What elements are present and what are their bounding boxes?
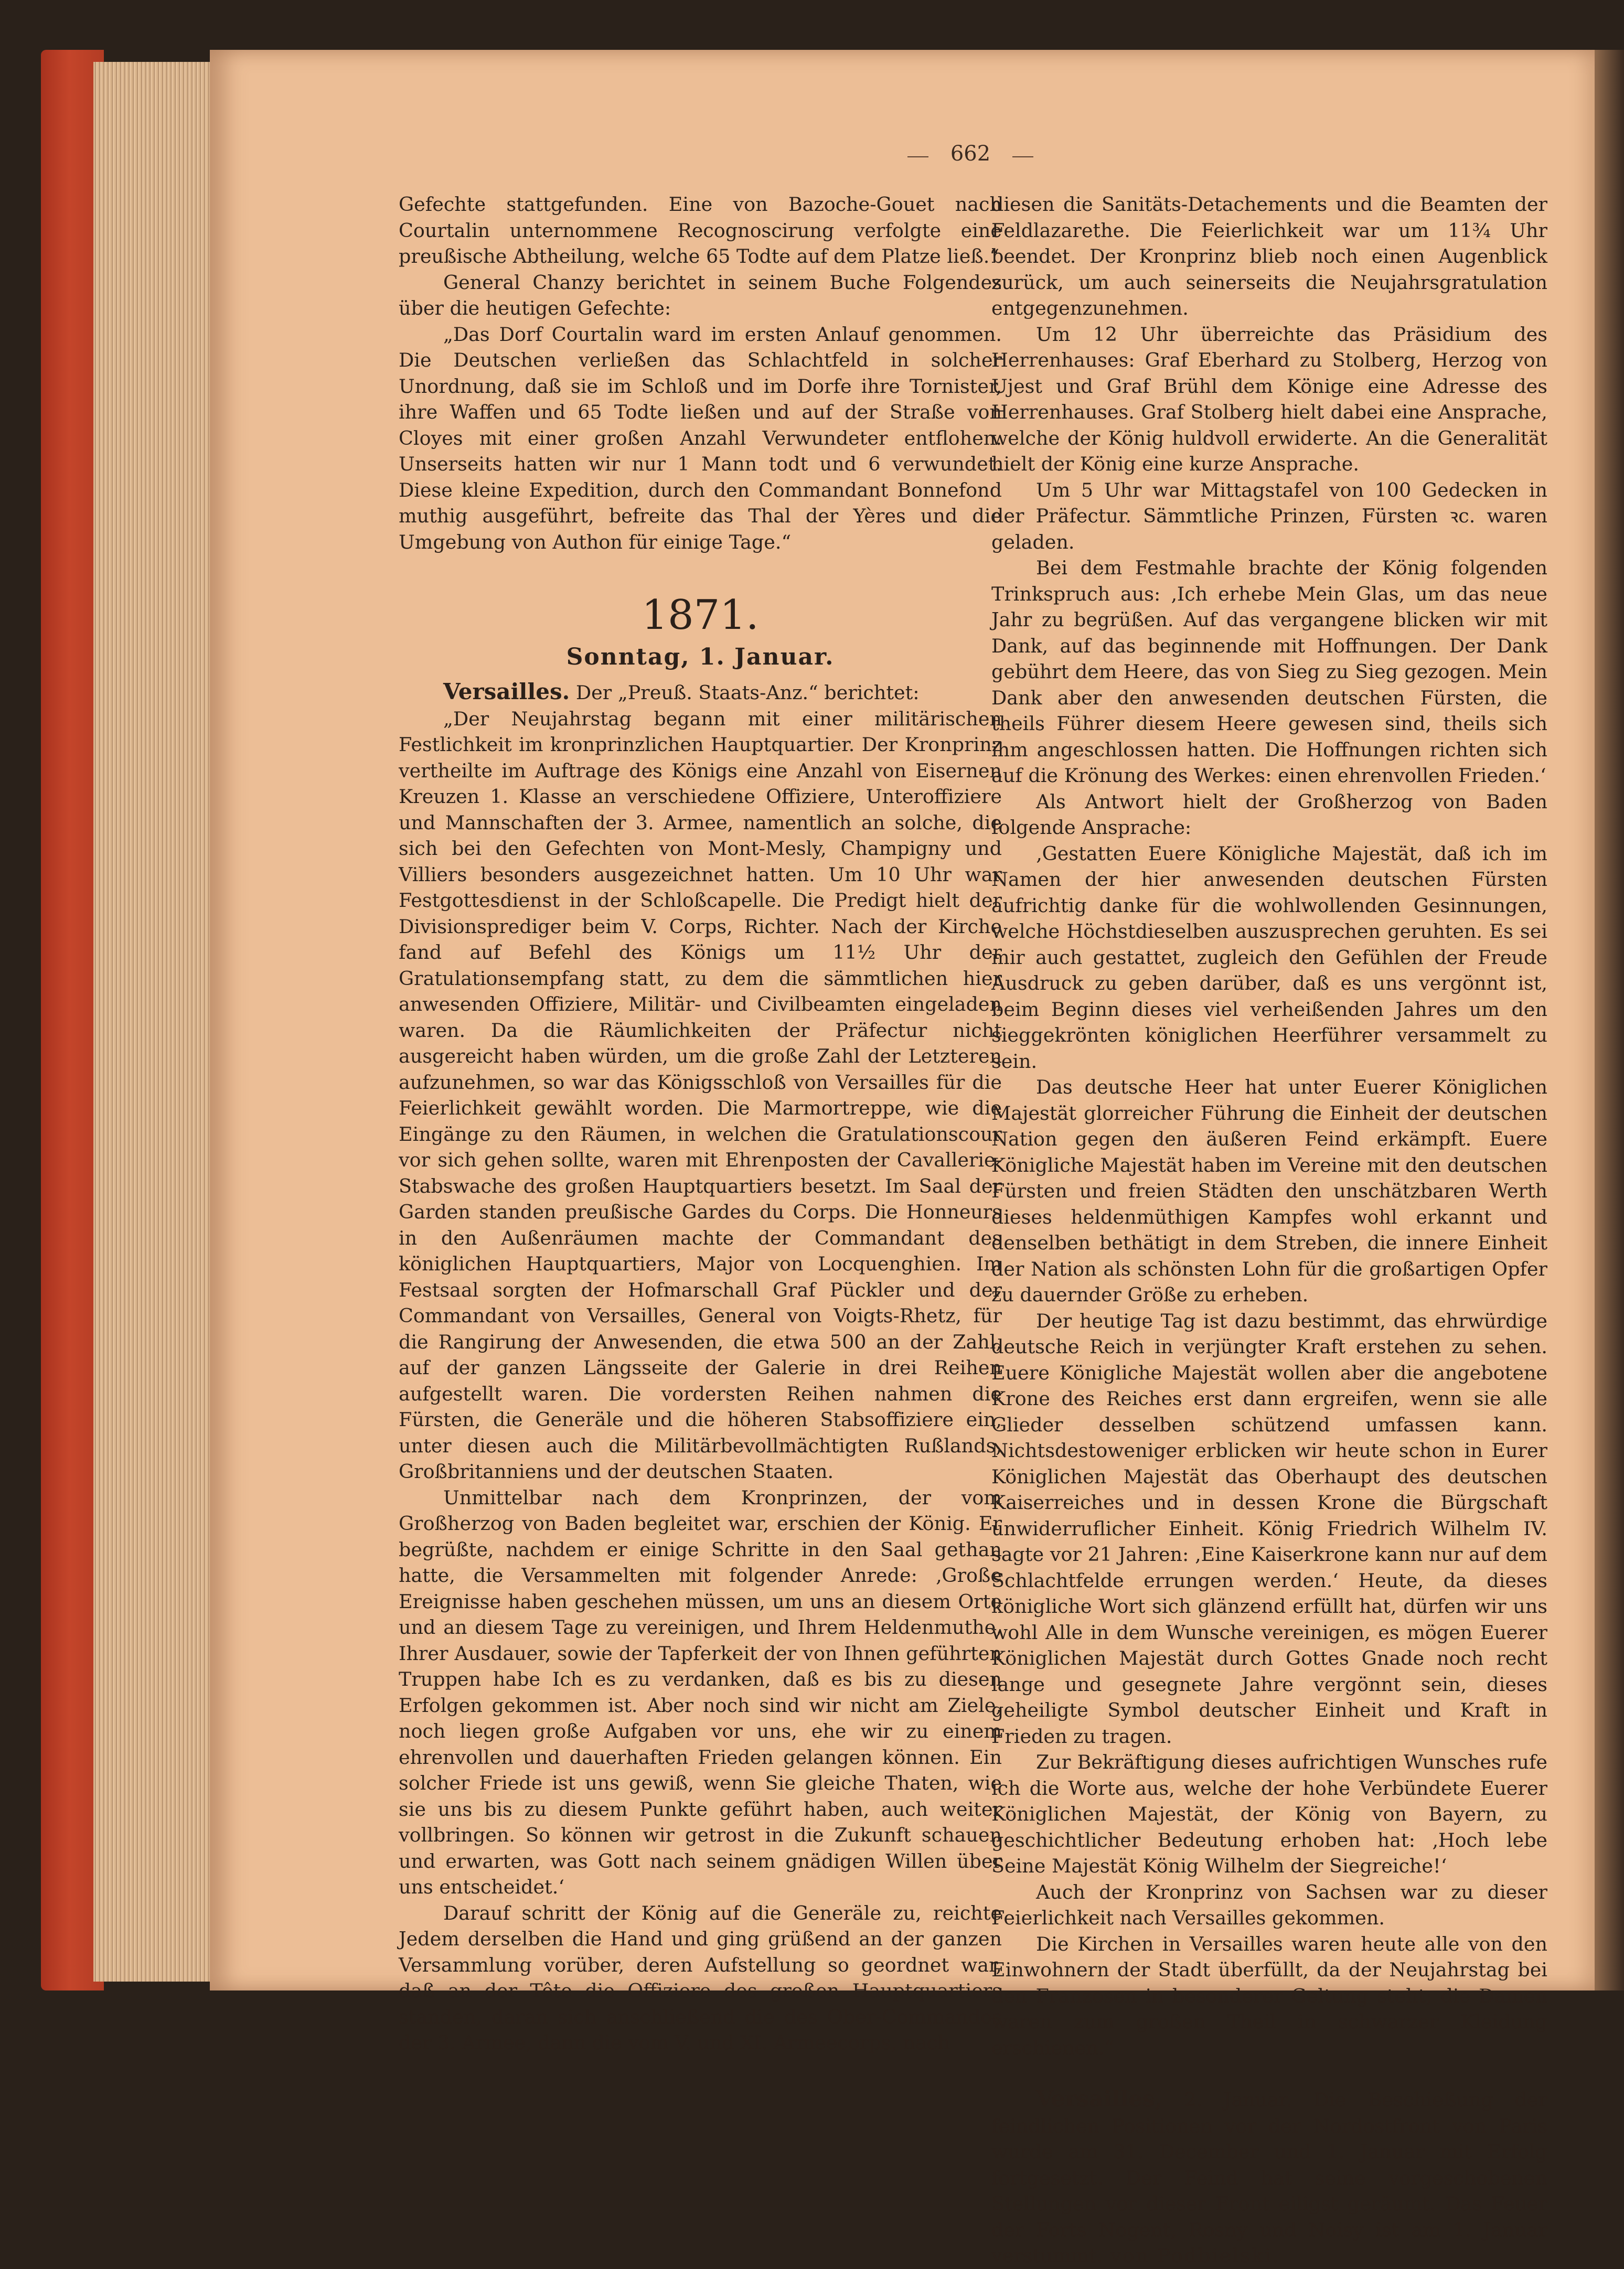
paragraph: Um 12 Uhr überreichte das Präsidium des Herrenhauses: Graf Eberhard zu Stolberg, Herzog von Ujest und Graf Brühl dem Könige eine Adresse des Herrenhauses. Graf Stolberg hielt dabei eine Ansprache, welche der König huldvoll erwiderte. An die Generalität hielt der König eine kurze Ansprache.	[991, 323, 1547, 475]
page-number: 662	[950, 142, 991, 166]
paragraph: Um 5 Uhr war Mittagstafel von 100 Gedecken in der Präfectur. Sämmtliche Prinzen, Fürsten ꝛc. waren geladen.	[991, 478, 1547, 553]
paragraph: Bei dem Festmahle brachte der König folgenden Trinkspruch aus: ‚Ich erhebe Mein Glas, um das neue Jahr zu begrüßen. Auf das vergangene blicken wir mit Dank, auf das beginnende mit Hoffnungen. Der Dank gebührt dem Heere, das von Sieg zu Sieg gezogen. Mein Dank aber den anwesenden deutschen Fürsten, die theils Führer diesem Heere gewesen sind, theils sich ihm angeschlossen hatten. Die Hoffnungen richten sich auf die Krönung des Werkes: einen ehrenvollen Frieden.‘	[991, 556, 1547, 787]
place-name: Versailles.	[443, 679, 570, 704]
right-column	[991, 191, 1547, 2269]
paragraph: Der heutige Tag ist dazu bestimmt, das ehrwürdige deutsche Reich in verjüngter Kraft erstehen zu sehen. Euere Königliche Majestät wollen aber die angebotene Krone des Reiches erst dann ergreifen, wenn sie alle Glieder desselben schützend umfassen kann. Nichtsdestoweniger erblicken wir heute schon in Eurer Königlichen Majestät das Oberhaupt des deutschen Kaiserreiches und in dessen Krone die Bürgschaft unwiderruflicher Einheit. König Friedrich Wilhelm IV. sagte vor 21 Jahren: ‚Eine Kaiserkrone kann nur auf dem Schlachtfelde errungen werden.‘ Heute, da dieses königliche Wort sich glänzend erfüllt hat, dürfen wir uns wohl Alle in dem Wunsche vereinigen, es mögen Euerer Königlichen Majestät durch Gottes Gnade noch recht lange und gesegnete Jahre vergönnt sein, dieses geheiligte Symbol deutscher Einheit und Kraft in Frieden zu tragen.	[991, 1309, 1547, 1748]
paragraph: Gefechte stattgefunden. Eine von Bazoche-Gouet nach Courtalin unternommene Recognoscirung verfolgte eine preußische Abtheilung, welche 65 Todte auf dem Platze ließ.“	[399, 193, 1002, 267]
section-gap	[991, 2061, 1547, 2086]
signature: von Podbielski.	[1103, 2244, 1280, 2267]
header-rule-left	[907, 156, 928, 157]
paragraph: ‚Gestatten Euere Königliche Majestät, daß ich im Namen der hier anwesenden deutschen Fürsten aufrichtig danke für die wohlwollenden Gesinnungen, welche Höchstdieselben auszusprechen geruhten. Es sei mir auch gestattet, zugleich den Gefühlen der Freude Ausdruck zu geben darüber, daß es uns vergönnt ist, beim Beginn dieses viel verheißenden Jahres um den sieggekrönten königlichen Heerführer versammelt zu sein.	[991, 842, 1547, 1073]
year-heading: 1871.	[642, 592, 759, 639]
paragraph: Zur Bekräftigung dieses aufrichtigen Wunsches rufe ich die Worte aus, welche der hohe Verbündete Euerer Königlichen Majestät, der König von Bayern, zu geschichtlicher Bedeutung erhoben hat: ‚Hoch lebe Seine Majestät König Wilhelm der Siegreiche!‘	[991, 1751, 1547, 1877]
dateline-text: Der „Preuß. Staats-Anz.“ berichtet:	[570, 681, 920, 704]
left-column	[399, 191, 1002, 2056]
paragraph: Die Kirchen in Versailles waren heute alle von den Einwohnern der Stadt überfüllt, da der Neujahrstag bei den Franzosen in besonderer Geltung steht; die Damen waren zum großen Theil in schwarzer Kleidung erschienen.“	[991, 1932, 1547, 2059]
place-name: Versailles,	[1036, 2086, 1163, 2112]
date-heading: Sonntag, 1. Januar.	[566, 644, 835, 670]
opposite-page-edge	[1595, 50, 1624, 1990]
paragraph: Unmittelbar nach dem Kronprinzen, der vom Großherzog von Baden begleitet war, erschien der König. Er begrüßte, nachdem er einige Schritte in den Saal gethan hatte, die Versammelten mit folgender Anrede: ‚Große Ereignisse haben geschehen müssen, um uns an diesem Orte und an diesem Tage zu vereinigen, und Ihrem Heldenmuthe, Ihrer Ausdauer, sowie der Tapferkeit der von Ihnen geführten Truppen habe Ich es zu verdanken, daß es bis zu diesen Erfolgen gekommen ist. Aber noch sind wir nicht am Ziele, noch liegen große Aufgaben vor uns, ehe wir zu einem ehrenvollen und dauerhaften Frieden gelangen können. Ein solcher Friede ist uns gewiß, wenn Sie gleiche Thaten, wie sie uns bis zu diesem Punkte geführt haben, auch weiter vollbringen. So können wir getrost in die Zukunft schauen und erwarten, was Gott nach seinem gnädigen Willen über uns entscheidet.‘	[399, 1486, 1002, 1898]
dateline-paragraph	[399, 679, 1002, 706]
paragraph: „Der Neujahrstag begann mit einer militärischen Festlichkeit im kronprinzlichen Hauptquartier. Der Kronprinz vertheilte im Auftrage des Königs eine Anzahl von Eisernen Kreuzen 1. Klasse an verschiedene Offiziere, Unteroffiziere und Mannschaften der 3. Armee, namentlich an solche, die sich bei den Gefechten von Mont-Mesly, Champigny und Villiers besonders ausgezeichnet hatten. Um 10 Uhr war Festgottesdienst in der Schloßcapelle. Die Predigt hielt der Divisionsprediger beim V. Corps, Richter. Nach der Kirche fand auf Befehl des Königs um 11½ Uhr der Gratulationsempfang statt, zu dem die sämmtlichen hier anwesenden Offiziere, Militär- und Civilbeamten eingeladen waren. Da die Räumlichkeiten der Präfectur nicht ausgereicht haben würden, um die große Zahl der Letzteren aufzunehmen, so war das Königsschloß von Versailles für die Feierlichkeit gewählt worden. Die Marmortreppe, wie die Eingänge zu den Räumen, in welchen die Gratulationscour vor sich gehen sollte, waren mit Ehrenposten der Cavallerie-Stabswache des großen Hauptquartiers besetzt. Im Saal der Garden standen preußische Gardes du Corps. Die Honneurs in den Außenräumen machte der Commandant des königlichen Hauptquartiers, Major von Locquenghien. Im Festsaal sorgten der Hofmarschall Graf Pückler und der Commandant von Versailles, General von Voigts-Rhetz, für die Rangirung der Anwesenden, die etwa 500 an der Zahl, auf der ganzen Längsseite der Galerie in drei Reihen aufgestellt waren. Die vordersten Reihen nahmen die Fürsten, die Generäle und die höheren Stabsoffiziere ein, unter diesen auch die Militärbevollmächtigten Rußlands, Großbritanniens und der deutschen Staaten.	[399, 707, 1002, 1483]
paragraph: Als Antwort hielt der Großherzog von Baden folgende Ansprache:	[991, 790, 1547, 839]
paragraph: Das deutsche Heer hat unter Euerer Königlichen Majestät glorreicher Führung die Einheit der deutschen Nation gegen den äußeren Feind erkämpft. Euere Königliche Majestät haben im Vereine mit den deutschen Fürsten und freien Städten den unschätzbaren Werth dieses heldenmüthigen Kampfes wohl erkannt und denselben bethätigt in dem Streben, die innere Einheit der Nation als schönsten Lohn für die großartigen Opfer zu dauernder Größe zu erheben.	[991, 1076, 1547, 1306]
paragraph: Auch der Kronprinz von Sachsen war zu dieser Feierlichkeit nach Versailles gekommen.	[991, 1880, 1547, 1929]
paragraph: General Chanzy berichtet in seinem Buche Folgendes über die heutigen Gefechte:	[399, 271, 1002, 319]
paragraph: Darauf schritt der König auf die Generäle zu, reichte Jedem derselben die Hand und ging grüßend an der ganzen Versammlung vorüber, deren Aufstellung so geordnet war, daß an der Tête die Offiziere des großen Hauptquartiers standen, daran sich anschließend die des Ober-Commandos der 3. Armee, dann die vom V. und XI. Armeecorps, nach	[399, 1901, 1002, 2054]
dateline-text: 2. Januar. Die Beschießung der feindlichen Positionen vor der Nordostfront von Paris wurde am 31. December und 1. Januar mit Erfolg fortgesetzt. Der Feind hat seine vorgeschobenen Stellungen vor dieser Front eiligst geräumt. Das Feuer der Forts Nogent, Rosny und Noisy ist am 1. Januar verstummt.	[991, 2089, 1547, 2267]
page-stack-edge	[93, 62, 225, 1982]
page-header	[907, 141, 1033, 167]
dateline-paragraph	[991, 2086, 1547, 2269]
header-rule-right	[1012, 156, 1033, 157]
paragraph: diesen die Sanitäts-Detachements und die Beamten der Feldlazarethe. Die Feierlichkeit war um 11¾ Uhr beendet. Der Kronprinz blieb noch einen Augenblick zurück, um auch seinerseits die Neujahrsgratulation entgegenzunehmen.	[991, 193, 1547, 319]
quotation: „Das Dorf Courtalin ward im ersten Anlauf genommen. Die Deutschen verließen das Schlachtfeld in solcher Unordnung, daß sie im Schloß und im Dorfe ihre Tornister, ihre Waffen und 65 Todte ließen und auf der Straße von Cloyes mit einer großen Anzahl Verwundeter entflohen. Unserseits hatten wir nur 1 Mann todt und 6 verwundet. Diese kleine Expedition, durch den Commandant Bonnefond muthig ausgeführt, befreite das Thal der Yères und die Umgebung von Authon für einige Tage.“	[399, 323, 1002, 553]
